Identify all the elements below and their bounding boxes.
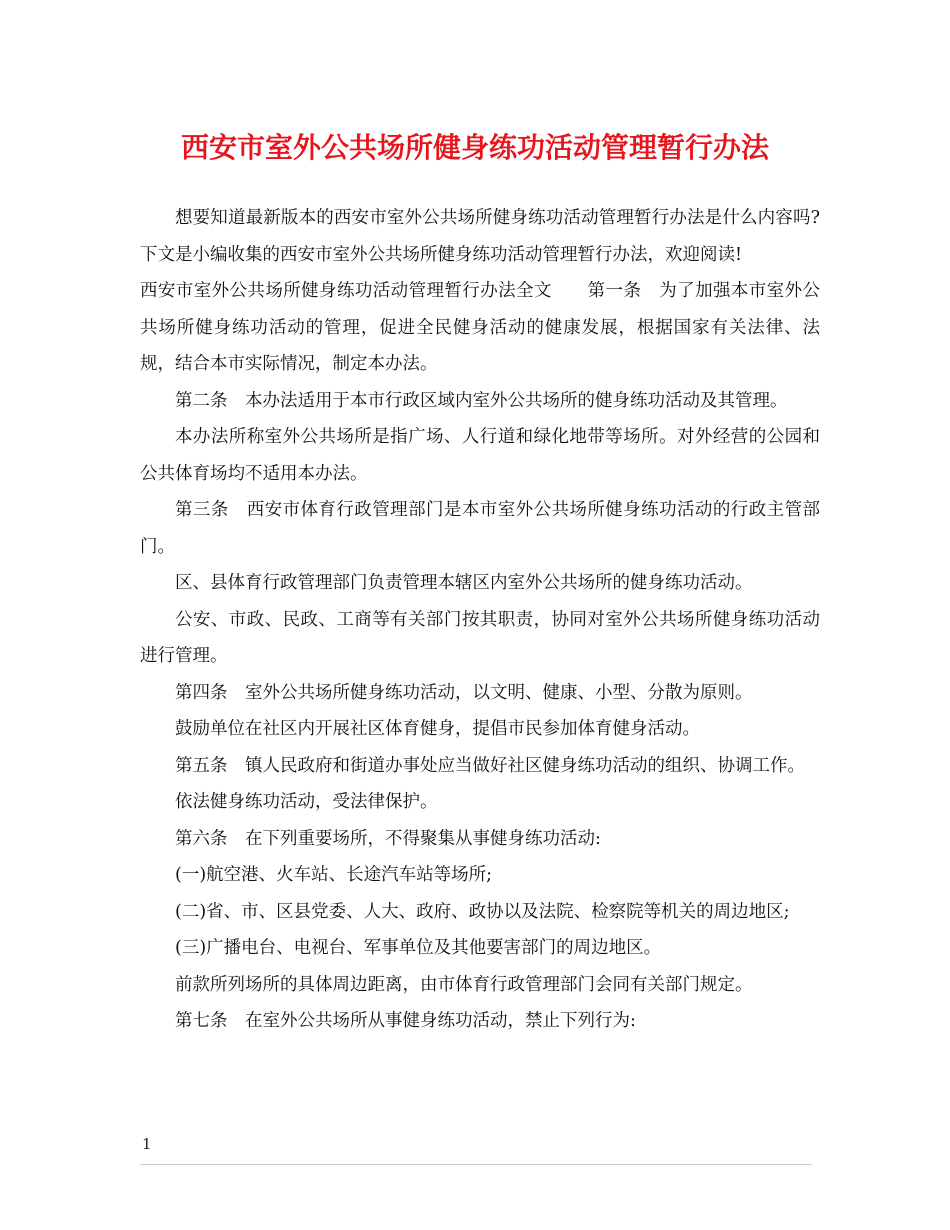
paragraph-article-6-distance: 前款所列场所的具体周边距离，由市体育行政管理部门会同有关部门规定。 bbox=[175, 974, 753, 995]
paragraph-article-5: 第五条 镇人民政府和街道办事处应当做好社区健身练功活动的组织、协调工作。 bbox=[175, 755, 805, 776]
footer-divider bbox=[140, 1164, 812, 1165]
paragraph-article-5-protection: 依法健身练功活动，受法律保护。 bbox=[175, 792, 438, 812]
paragraph-article-3: 第三条 西安市体育行政管理部门是本市室外公共场所健身练功活动的行政主管部门。 bbox=[140, 500, 820, 557]
paragraph-article-6-item-3: (三)广播电台、电视台、军事单位及其他要害部门的周边地区。 bbox=[175, 938, 662, 958]
paragraph-article-4: 第四条 室外公共场所健身练功活动，以文明、健康、小型、分散为原则。 bbox=[175, 682, 753, 703]
paragraph-intro: 想要知道最新版本的西安市室外公共场所健身练功活动管理暂行办法是什么内容吗?下文是小编收集的西安市室外公共场所健身练功活动管理暂行办法，欢迎阅读! bbox=[140, 208, 820, 265]
paragraph-article-2: 第二条 本办法适用于本市行政区域内室外公共场所的健身练功活动及其管理。 bbox=[175, 390, 788, 411]
paragraph-article-1: 西安市室外公共场所健身练功活动管理暂行办法全文 第一条 为了加强本市室外公共场所健身练功活动的管理，促进全民健身活动的健康发展，根据国家有关法律、法规，结合本市实际情况，制定本办法。 bbox=[140, 281, 820, 374]
paragraph-article-6: 第六条 在下列重要场所，不得聚集从事健身练功活动: bbox=[175, 828, 601, 849]
paragraph-article-3-departments: 公安、市政、民政、工商等有关部门按其职责，协同对室外公共场所健身练功活动进行管理。 bbox=[140, 609, 820, 666]
page-number: 1 bbox=[142, 1135, 152, 1153]
paragraph-article-3-district: 区、县体育行政管理部门负责管理本辖区内室外公共场所的健身练功活动。 bbox=[175, 573, 753, 593]
document-title: 西安市室外公共场所健身练功活动管理暂行办法 bbox=[180, 131, 769, 164]
paragraph-article-6-item-1: (一)航空港、火车站、长途汽车站等场所; bbox=[175, 865, 493, 885]
paragraph-article-6-item-2: (二)省、市、区县党委、人大、政府、政协以及法院、检察院等机关的周边地区; bbox=[175, 901, 790, 922]
paragraph-article-7: 第七条 在室外公共场所从事健身练功活动，禁止下列行为: bbox=[175, 1011, 636, 1031]
document-body bbox=[140, 200, 820, 1040]
paragraph-article-2-scope: 本办法所称室外公共场所是指广场、人行道和绿化地带等场所。对外经营的公园和公共体育场均不适用本办法。 bbox=[140, 427, 820, 484]
paragraph-article-4-encourage: 鼓励单位在社区内开展社区体育健身，提倡市民参加体育健身活动。 bbox=[175, 719, 700, 739]
